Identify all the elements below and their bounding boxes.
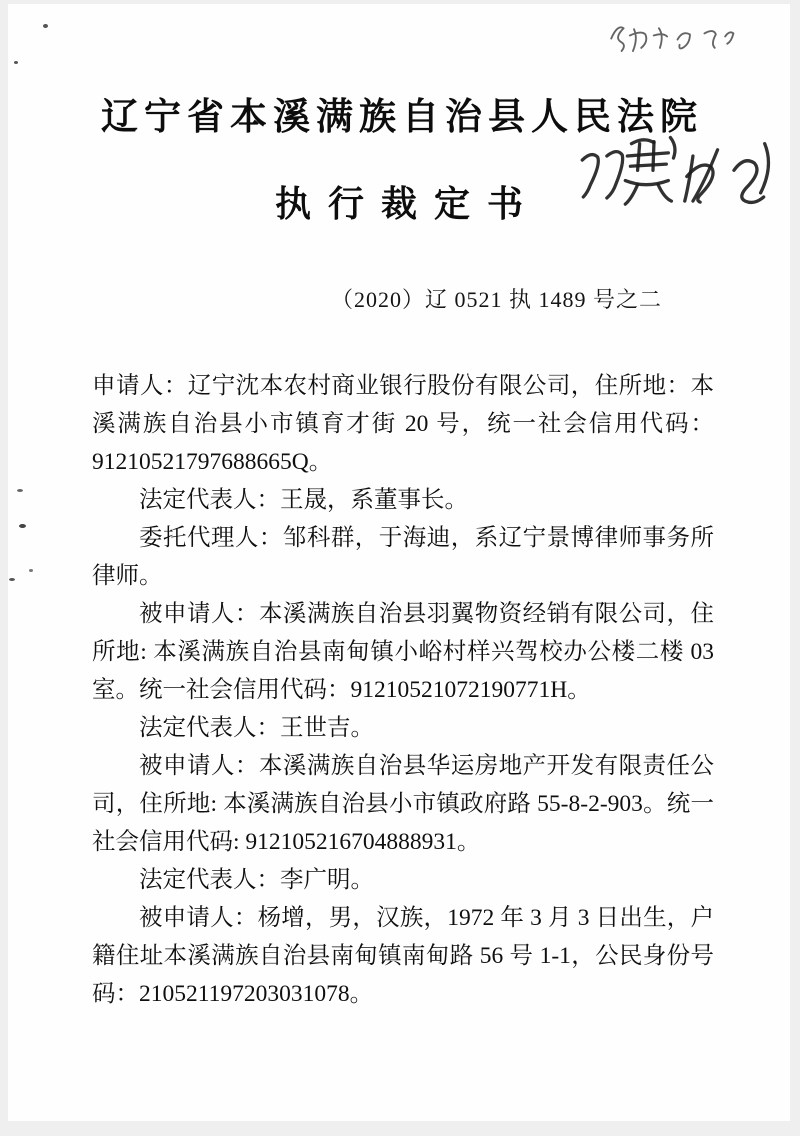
- paragraph-respondent-1: 被申请人：本溪满族自治县羽翼物资经销有限公司，住所地: 本溪满族自治县南甸镇小峪村样兴驾校办公楼二楼 03 室。统一社会信用代码：91210521072190771H。: [92, 601, 714, 703]
- paragraph-legal-rep-respondent-1: 法定代表人：王世吉。: [139, 715, 374, 741]
- document-body: [92, 367, 714, 1013]
- paragraph-respondent-2: 被申请人：本溪满族自治县华运房地产开发有限责任公司，住所地: 本溪满族自治县小市镇政府路 55-8-2-903。统一社会信用代码: 912105216704888931。: [92, 753, 714, 855]
- case-number: （2020）辽 0521 执 1489 号之二: [330, 287, 662, 312]
- scan-speckle: [43, 24, 48, 28]
- scan-speckle: [29, 569, 33, 572]
- paragraph-legal-rep-respondent-2: 法定代表人：李广明。: [139, 867, 374, 893]
- handwritten-annotation-top: [605, 14, 750, 59]
- paragraph-applicant: 申请人：辽宁沈本农村商业银行股份有限公司，住所地：本溪满族自治县小市镇育才街 20 号，统一社会信用代码：91210521797688665Q。: [92, 373, 714, 475]
- paragraph-respondent-3: 被申请人：杨增，男，汉族，1972 年 3 月 3 日出生，户籍住址本溪满族自治县南甸镇南甸路 56 号 1-1，公民身份号码：210521197203031078。: [92, 905, 714, 1007]
- scan-speckle: [9, 578, 15, 581]
- paragraph-agents: 委托代理人：邹科群，于海迪，系辽宁景博律师事务所律师。: [92, 525, 714, 589]
- scanned-document-page: [8, 4, 790, 1121]
- paragraph-legal-rep-applicant: 法定代表人：王晟，系董事长。: [139, 487, 468, 513]
- scan-speckle: [17, 489, 23, 492]
- scan-speckle: [19, 524, 26, 528]
- document-type-heading: 执行裁定书: [274, 184, 540, 224]
- court-name-heading: 辽宁省本溪满族自治县人民法院: [101, 97, 703, 138]
- handwritten-annotation-title: [572, 130, 777, 225]
- scan-speckle: [14, 61, 18, 64]
